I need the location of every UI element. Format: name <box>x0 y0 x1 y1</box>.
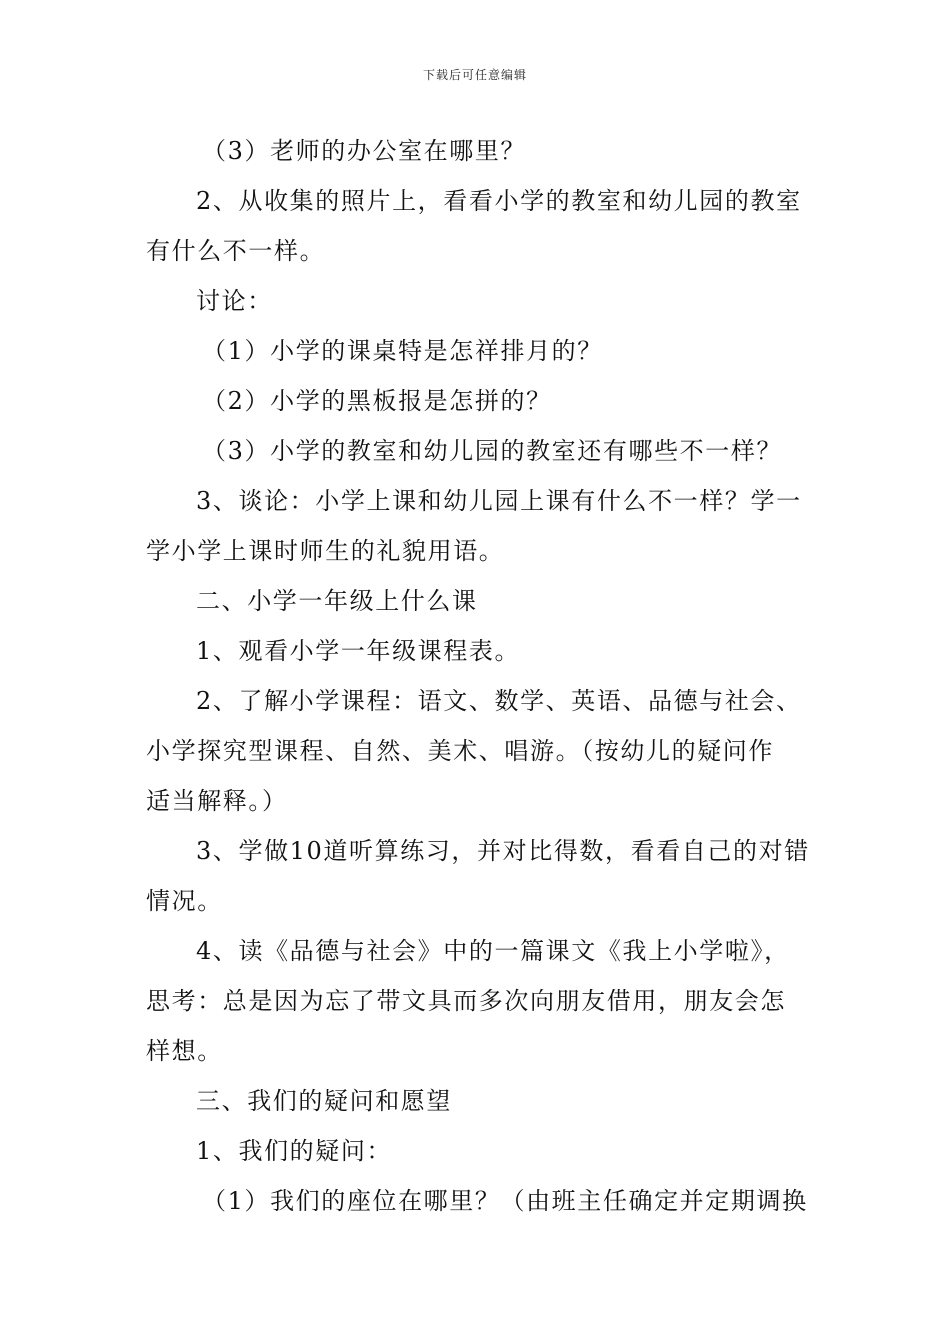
section-heading: 二、小学一年级上什么课 <box>196 587 478 615</box>
text-line: 样想。 <box>146 1037 223 1065</box>
text-line: 思考：总是因为忘了带文具而多次向朋友借用，朋友会怎 <box>146 987 786 1015</box>
text-line: 2、从收集的照片上，看看小学的教室和幼儿园的教室 <box>196 187 802 215</box>
text-line: 适当解释。） <box>146 787 288 815</box>
text-line: 3、学做10道听算练习，并对比得数，看看自己的对错 <box>196 837 810 865</box>
text-line: （1）小学的课桌特是怎祥排月的？ <box>202 337 603 365</box>
text-line: 1、我们的疑问： <box>196 1137 393 1165</box>
text-line: 小学探究型课程、自然、美术、唱游。（按幼儿的疑问作 <box>146 737 774 765</box>
text-line: （1）我们的座位在哪里？（由班主任确定并定期调换 <box>202 1187 808 1215</box>
text-line: 4、读《品德与社会》中的一篇课文《我上小学啦》， <box>196 937 790 965</box>
text-line: 学小学上课时师生的礼貌用语。 <box>146 537 505 565</box>
text-line: 情况。 <box>146 887 223 915</box>
text-line: 讨论： <box>196 287 273 315</box>
text-line: （3）小学的教室和幼儿园的教室还有哪些不一样？ <box>202 437 783 465</box>
text-line: 有什么不一样。 <box>146 237 326 265</box>
text-line: 1、观看小学一年级课程表。 <box>196 637 521 665</box>
section-heading: 三、我们的疑问和愿望 <box>196 1087 452 1115</box>
document-body <box>146 126 812 1226</box>
page-header: 下载后可任意编辑 <box>422 68 527 82</box>
text-line: 3、谈论：小学上课和幼儿园上课有什么不一样？学一 <box>196 487 802 515</box>
text-line: 2、了解小学课程：语文、数学、英语、品德与社会、 <box>196 687 802 715</box>
text-line: （3）老师的办公室在哪里？ <box>202 137 527 165</box>
text-line: （2）小学的黑板报是怎拼的？ <box>202 387 552 415</box>
